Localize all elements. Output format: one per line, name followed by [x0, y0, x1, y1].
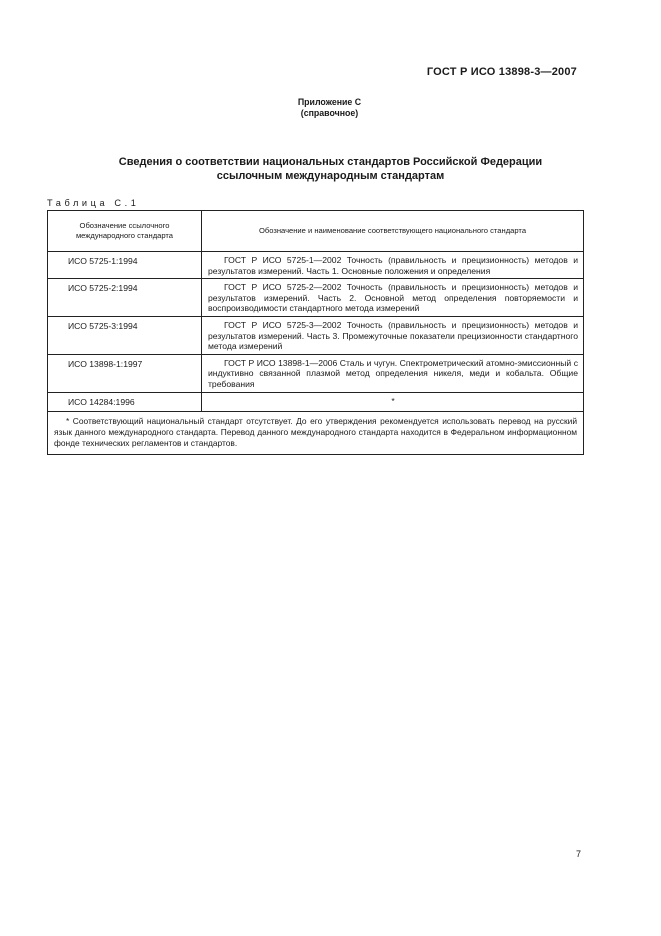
table-row [48, 392, 584, 412]
table-header-row [48, 211, 584, 252]
section-title [0, 155, 661, 183]
table-row [48, 354, 584, 392]
national-standard-description: ГОСТ Р ИСО 5725-1—2002 Точность (правильность и прецизионность) методов и результатов измерений. Часть 1. Основные положения и определения [202, 252, 584, 279]
national-standard-description: ГОСТ Р ИСО 13898-1—2006 Сталь и чугун. Спектрометрический атомно-эмиссионный с индуктивно связанной плазмой метод определения никеля, меди и кобальта. Общие требования [202, 354, 584, 392]
national-standard-description: ГОСТ Р ИСО 5725-2—2002 Точность (правильность и прецизионность) методов и результатов измерений. Часть 2. Основной метод определения повторяемости и воспроизводимости стандартного метода измерений [202, 279, 584, 317]
section-title-line2: ссылочным международным стандартам [216, 170, 445, 182]
international-standard-code: ИСО 5725-2:1994 [48, 279, 202, 317]
table-footnote-row [48, 412, 584, 454]
table-row [48, 316, 584, 354]
table-row [48, 279, 584, 317]
international-standard-code: ИСО 14284:1996 [48, 392, 202, 412]
table-label: Таблица С.1 [47, 198, 140, 208]
header-international-standard: Обозначение ссылочного международного стандарта [48, 211, 202, 252]
international-standard-code: ИСО 5725-1:1994 [48, 252, 202, 279]
header-national-standard: Обозначение и наименование соответствующего национального стандарта [202, 211, 584, 252]
table-row [48, 252, 584, 279]
table-footnote: * Соответствующий национальный стандарт отсутствует. До его утверждения рекомендуется использовать перевод на русский язык данного международного стандарта. Перевод данного международного стандарта находится в Федеральном информационном фонде технических регламентов и стандартов. [48, 412, 584, 454]
document-id: ГОСТ Р ИСО 13898-3—2007 [426, 66, 577, 78]
national-standard-description: ГОСТ Р ИСО 5725-3—2002 Точность (правильность и прецизионность) методов и результатов измерений. Часть 3. Промежуточные показатели прецизионности стандартного метода измерений [202, 316, 584, 354]
page-number: 7 [576, 849, 582, 859]
annex-subtitle: (справочное) [300, 108, 359, 118]
international-standard-code: ИСО 13898-1:1997 [48, 354, 202, 392]
correspondence-table [47, 210, 584, 455]
section-title-line1: Сведения о соответствии национальных стандартов Российской Федерации [118, 156, 543, 168]
national-standard-description: * [202, 392, 584, 412]
annex-heading [0, 97, 661, 119]
international-standard-code: ИСО 5725-3:1994 [48, 316, 202, 354]
annex-title: Приложение С [297, 97, 362, 107]
